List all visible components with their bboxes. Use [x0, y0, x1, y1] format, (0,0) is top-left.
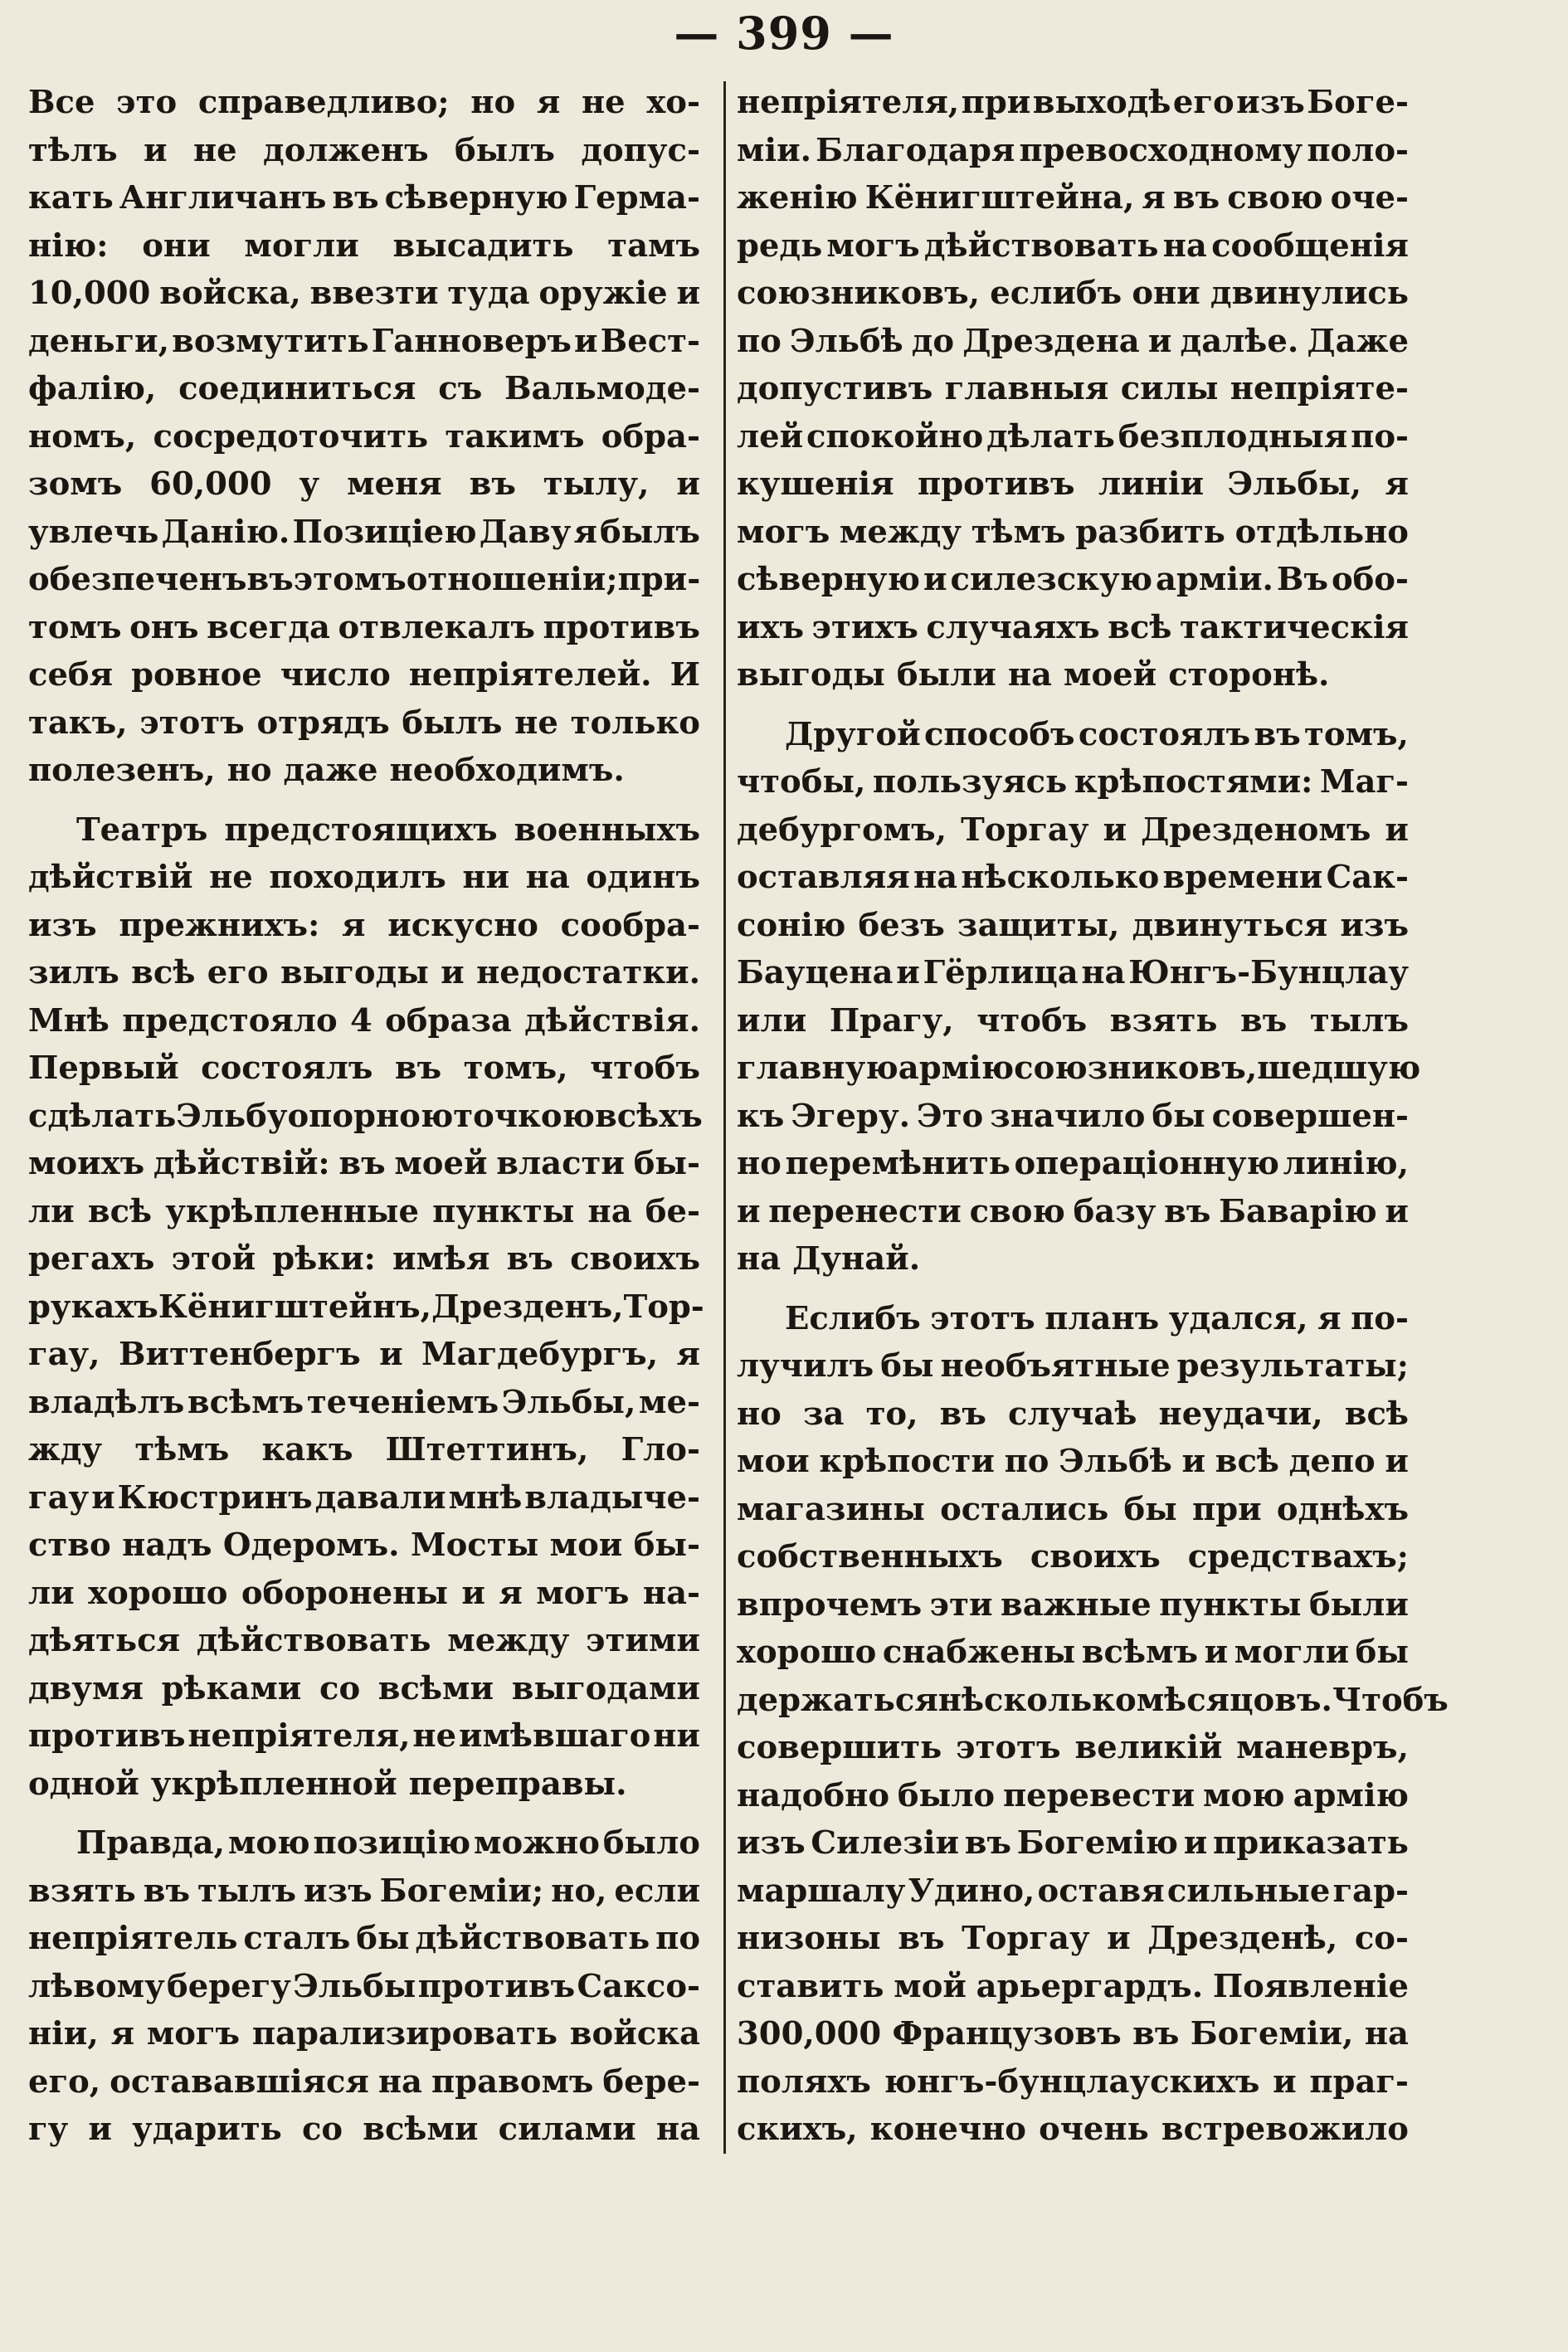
text-line: дѣйствій не походилъ ни на одинъ [28, 859, 700, 896]
text-line: лей спокойно дѣлать безплодныя по- [737, 417, 1409, 455]
text-line: ли хорошо оборонены и я могъ на- [28, 1574, 700, 1612]
text-line: но за то, въ случаѣ неудачи, всѣ [737, 1395, 1409, 1433]
text-line: главную армію союзниковъ, шедшую [737, 1049, 1421, 1087]
paragraph [737, 79, 1409, 699]
text-line: лѣвому берегу Эльбы противъ Саксо- [28, 1967, 700, 2005]
page-number: — 399 — [674, 7, 894, 60]
text-line: міи. Благодаря превосходному поло- [737, 131, 1409, 169]
text-line: номъ, сосредоточить такимъ обра- [28, 417, 700, 455]
text-line: деньги, возмутить Ганноверъ и Вест- [28, 322, 700, 360]
text-line: регахъ этой рѣки: имѣя въ своихъ [28, 1240, 700, 1278]
text-line: мои крѣпости по Эльбѣ и всѣ депо и [737, 1443, 1409, 1480]
column-divider [723, 81, 726, 2154]
text-line: моихъ дѣйствій: въ моей власти бы- [28, 1145, 700, 1182]
text-line: магазины остались бы при однѣхъ [737, 1490, 1409, 1528]
text-line: но перемѣнить операціонную линію, [737, 1145, 1409, 1182]
paragraph [28, 1819, 700, 2154]
text-line: тѣлъ и не долженъ былъ допус- [28, 131, 700, 169]
paragraph [28, 79, 700, 795]
left-column [28, 79, 704, 2154]
right-column [737, 79, 1449, 2154]
text-line: къ Эгеру. Это значило бы совершен- [737, 1097, 1409, 1135]
text-line: себя ровное число непріятелей. И [28, 656, 700, 694]
text-line: изъ Силезіи въ Богемію и приказать [737, 1824, 1409, 1862]
text-line: или Прагу, чтобъ взять въ тылъ [737, 1001, 1409, 1040]
text-line: кушенія противъ линіи Эльбы, я [737, 465, 1409, 503]
text-line: оставляя на нѣсколько времени Сак- [737, 859, 1409, 896]
text-line: двумя рѣками со всѣми выгодами [28, 1669, 700, 1707]
text-line: союзниковъ, еслибъ они двинулись [737, 275, 1409, 312]
paragraph-gap [737, 699, 1409, 711]
text-line: чтобы, пользуясь крѣпостями: Маг- [737, 763, 1409, 801]
text-line: по Эльбѣ до Дрездена и далѣе. Даже [737, 322, 1409, 360]
text-line: выгоды были на моей сторонѣ. [737, 656, 1330, 694]
paragraph-gap [28, 795, 700, 806]
text-line: Мнѣ предстояло 4 образа дѣйствія. [28, 1001, 700, 1040]
text-line: Другой способъ состоялъ въ томъ, [785, 715, 1409, 753]
text-line: Первый состоялъ въ томъ, чтобъ [28, 1049, 700, 1087]
text-line: противъ непріятеля, не имѣвшаго ни [28, 1717, 700, 1755]
text-line: поляхъ юнгъ-бунцлаускихъ и праг- [737, 2062, 1409, 2101]
text-line: его, остававшіяся на правомъ бере- [28, 2062, 700, 2101]
text-line: ли всѣ укрѣпленные пункты на бе- [28, 1192, 700, 1230]
text-line: Правда, мою позицію можно было [76, 1824, 700, 1862]
text-line: скихъ, конечно очень встревожило [737, 2111, 1409, 2148]
paragraph-gap [737, 1283, 1409, 1295]
text-line: фалію, соединиться съ Вальмоде- [28, 370, 700, 407]
text-line: ихъ этихъ случаяхъ всѣ тактическія [737, 608, 1409, 646]
text-line: женію Кёнигштейна, я въ свою оче- [737, 179, 1409, 217]
text-line: нію: они могли высадить тамъ [28, 226, 700, 265]
text-line: надобно было перевести мою армію [737, 1776, 1409, 1814]
text-line: владѣлъ всѣмъ теченіемъ Эльбы, ме- [28, 1383, 700, 1421]
text-line: ство надъ Одеромъ. Мосты мои бы- [28, 1527, 700, 1564]
text-line: 10,000 войска, ввезти туда оружіе и [28, 275, 700, 312]
text-line: томъ онъ всегда отвлекалъ противъ [28, 608, 700, 646]
text-line: лучилъ бы необъятные результаты; [737, 1347, 1409, 1385]
text-line: Все это справедливо; но я не хо- [28, 84, 700, 121]
text-line: изъ прежнихъ: я искусно сообра- [28, 906, 700, 944]
text-line: кать Англичанъ въ сѣверную Герма- [28, 179, 700, 217]
text-line: и перенести свою базу въ Баварію и [737, 1192, 1409, 1230]
text-line: Театръ предстоящихъ военныхъ [76, 811, 700, 849]
text-line: редь могъ дѣйствовать на сообщенія [737, 226, 1409, 265]
text-line: увлечь Данію. Позиціею Даву я былъ [28, 513, 700, 551]
text-line: 300,000 Французовъ въ Богеміи, на [737, 2015, 1409, 2053]
text-line: полезенъ, но даже необходимъ. [28, 752, 625, 789]
text-line: гу и ударить со всѣми силами на [28, 2111, 700, 2148]
text-line: на Дунай. [737, 1240, 921, 1278]
text-line: гау, Виттенбергъ и Магдебургъ, я [28, 1336, 700, 1373]
text-line: совершить этотъ великій маневръ, [737, 1729, 1409, 1766]
paragraph-gap [28, 1808, 700, 1819]
text-line: такъ, этотъ отрядъ былъ не только [28, 704, 700, 742]
paragraph [737, 711, 1421, 1283]
text-line: ніи, я могъ парализировать войска [28, 2015, 700, 2053]
paragraph [28, 806, 704, 1809]
text-line: собственныхъ своихъ средствахъ; [737, 1538, 1409, 1575]
text-line: гау и Кюстринъ давали мнѣ владычe- [28, 1478, 700, 1517]
text-line: маршалу Удино, оставя сильные гар- [737, 1872, 1409, 1910]
text-line: зилъ всѣ его выгоды и недостатки. [28, 954, 700, 991]
text-line: хорошо снабжены всѣмъ и могли бы [737, 1634, 1409, 1671]
text-line: непріятеля, при выходѣ его изъ Боге- [737, 84, 1409, 121]
text-line: рукахъ Кёнигштейнъ, Дрезденъ, Тор- [28, 1288, 704, 1326]
text-line: сѣверную и силезскую арміи. Въ обо- [737, 561, 1409, 598]
text-line: Еслибъ этотъ планъ удался, я по- [785, 1299, 1409, 1337]
text-line: сонію безъ защиты, двинуться изъ [737, 906, 1409, 944]
text-line: дѣяться дѣйствовать между этими [28, 1622, 700, 1659]
text-line: дебургомъ, Торгау и Дрезденомъ и [737, 811, 1409, 849]
text-line: впрочемъ эти важные пункты были [737, 1585, 1409, 1624]
text-line: могъ между тѣмъ разбить отдѣльно [737, 513, 1409, 551]
text-line: допустивъ главныя силы непріяте- [737, 370, 1409, 407]
text-line: Бауцена и Гёрлица на Юнгъ-Бунцлау [737, 954, 1409, 991]
text-line: ставить мой арьергардъ. Появленіе [737, 1967, 1409, 2005]
text-line: непріятель сталъ бы дѣйствовать по [28, 1920, 700, 1957]
text-line: низоны въ Торгау и Дрезденѣ, со- [737, 1920, 1409, 1957]
paragraph [737, 1295, 1449, 2154]
text-line: жду тѣмъ какъ Штеттинъ, Гло- [28, 1431, 700, 1468]
text-line: сдѣлать Эльбу опорною точкою всѣхъ [28, 1097, 703, 1135]
text-line: держаться нѣсколько мѣсяцовъ. Чтобъ [737, 1681, 1449, 1719]
text-line: обезпеченъ въ этомъ отношеніи; при- [28, 561, 701, 598]
text-line: зомъ 60,000 у меня въ тылу, и [28, 465, 700, 503]
text-line: одной укрѣпленной переправы. [28, 1765, 627, 1803]
text-line: взять въ тылъ изъ Богеміи; но, если [28, 1872, 700, 1910]
